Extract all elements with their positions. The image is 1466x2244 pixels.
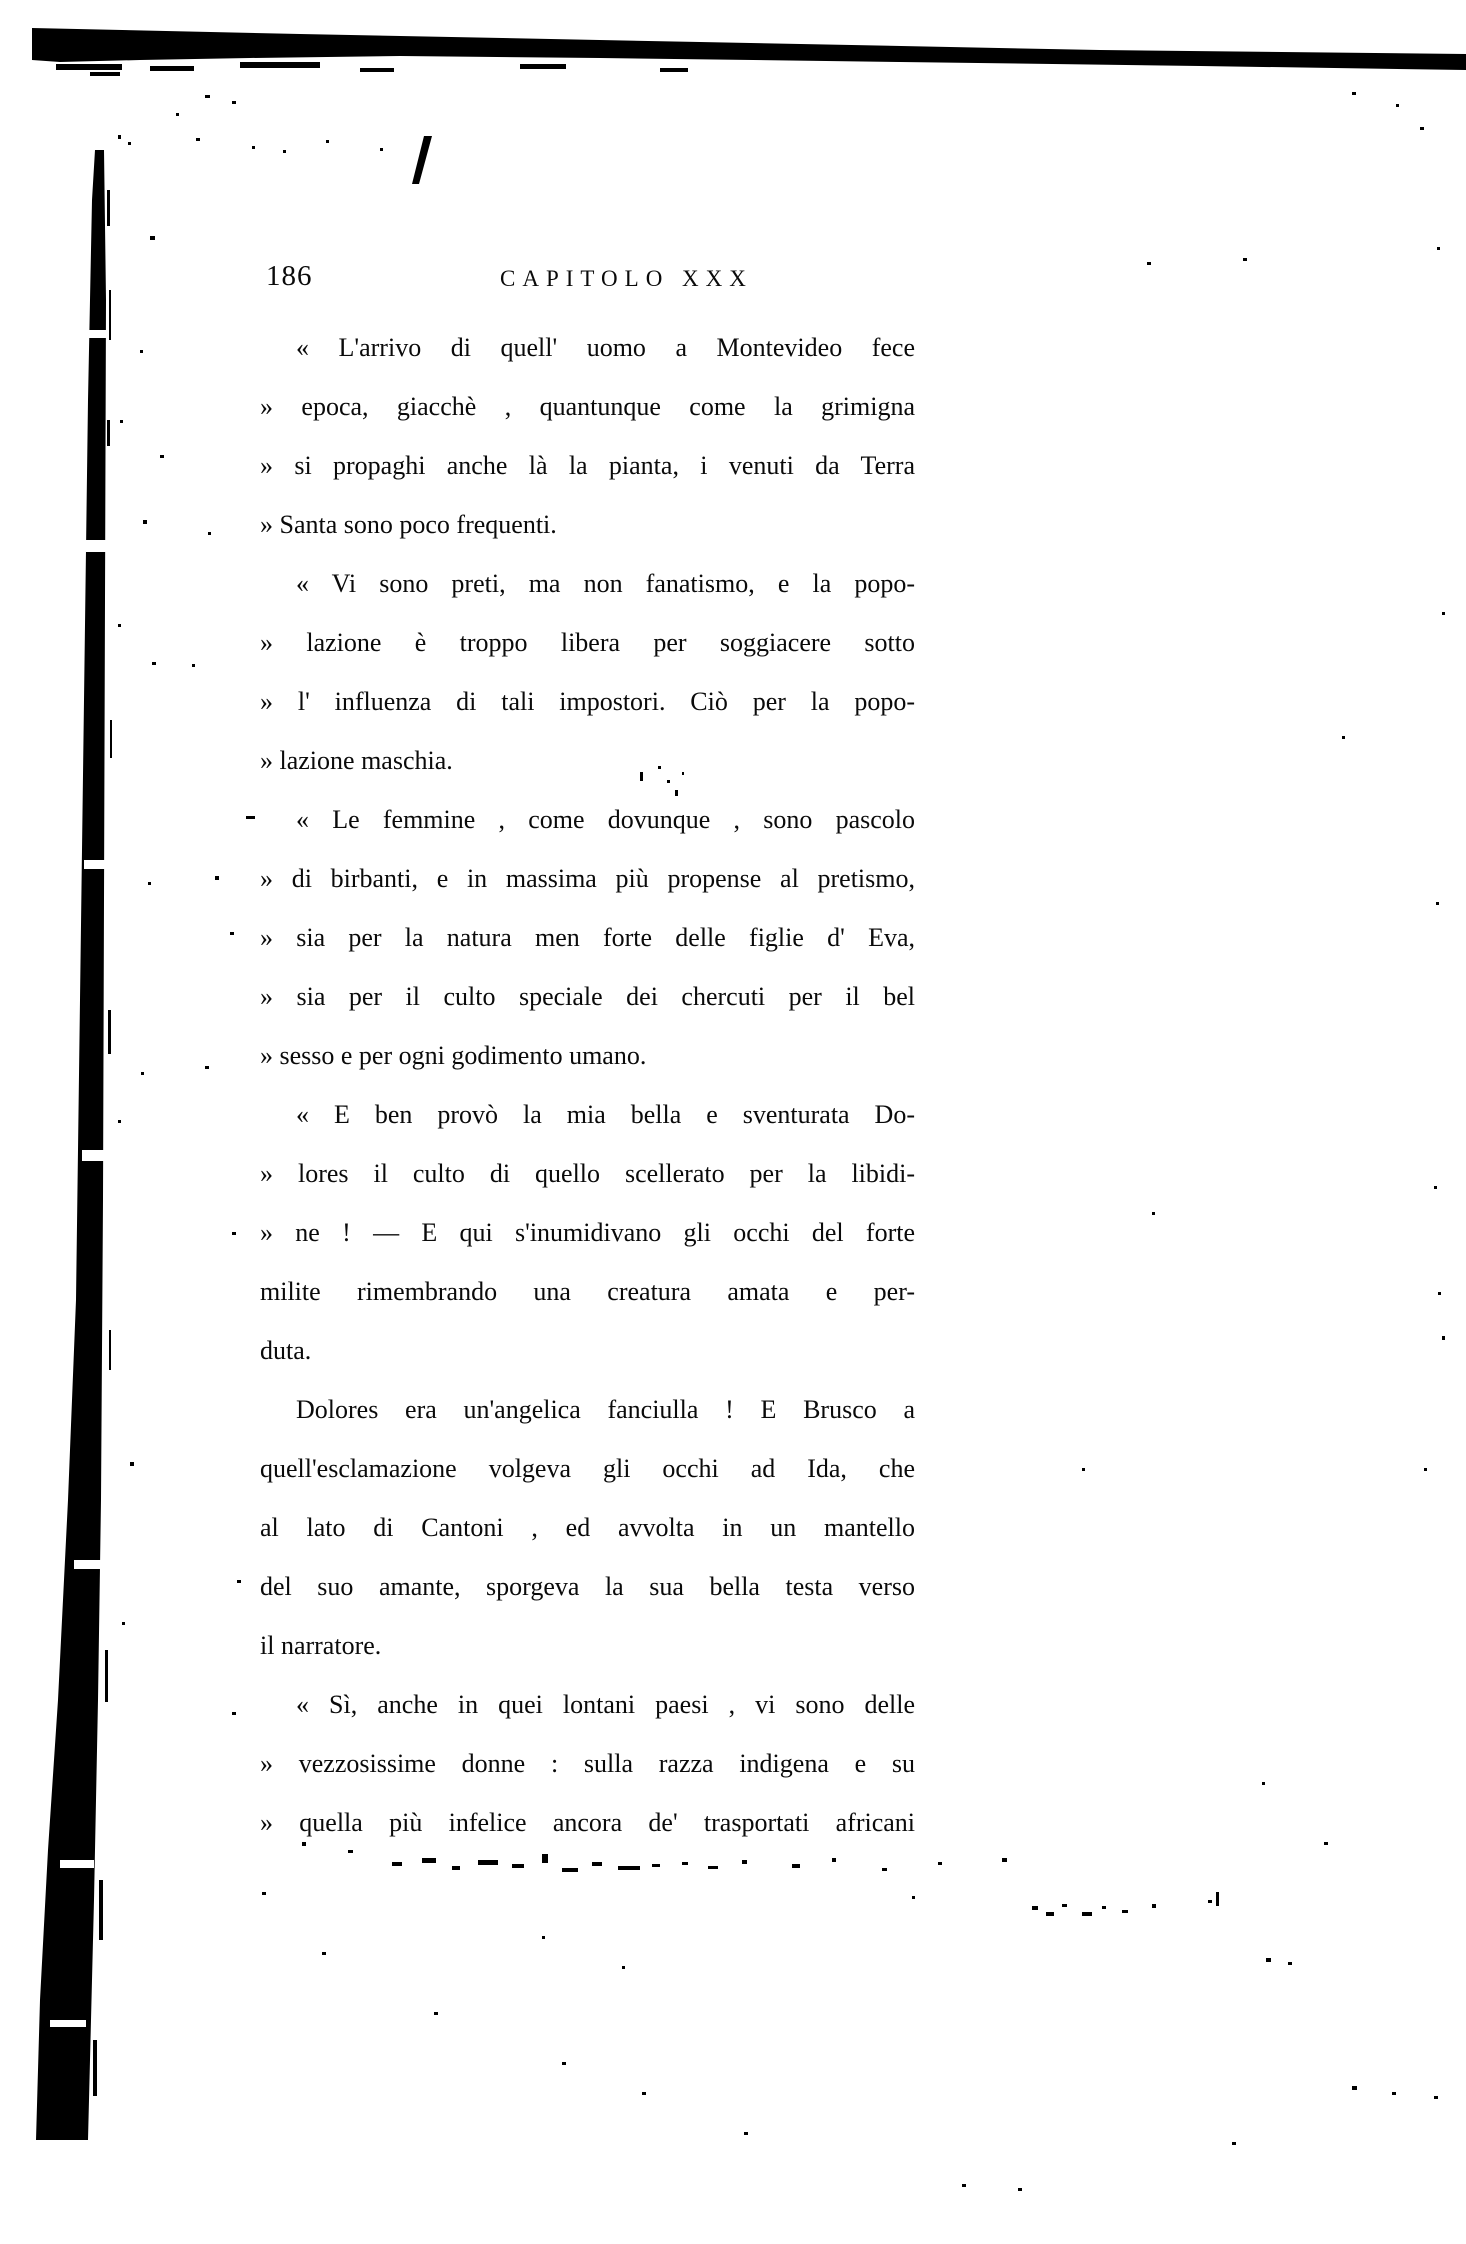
text-line bbox=[260, 1498, 915, 1557]
text-line bbox=[260, 1616, 915, 1675]
line-text: al lato di Cantoni , ed avvolta in un mantello bbox=[260, 1513, 915, 1542]
line-text: lores il culto di quello scellerato per la libidi- bbox=[297, 1159, 915, 1188]
quote-marker: « bbox=[296, 333, 309, 362]
quote-marker: » bbox=[260, 1041, 273, 1070]
quote-marker: » bbox=[260, 864, 273, 893]
line-text: sesso e per ogni godimento umano. bbox=[279, 1041, 647, 1070]
line-text: epoca, giacchè , quantunque come la grimigna bbox=[301, 392, 916, 421]
line-text: Vi sono preti, ma non fanatismo, e la popo- bbox=[331, 569, 916, 598]
text-line bbox=[260, 849, 915, 908]
line-text: Sì, anche in quei lontani paesi , vi sono delle bbox=[329, 1690, 916, 1719]
line-text: lazione maschia. bbox=[279, 746, 453, 775]
text-line bbox=[260, 1262, 915, 1321]
quote-marker: » bbox=[260, 1749, 273, 1778]
text-line bbox=[260, 1557, 915, 1616]
text-line bbox=[260, 1203, 915, 1262]
text-line bbox=[260, 908, 915, 967]
text-line bbox=[260, 1026, 915, 1085]
quote-marker: » bbox=[260, 746, 273, 775]
line-text: di birbanti, e in massima più propense al pretismo, bbox=[291, 864, 915, 893]
stray-mark bbox=[412, 136, 432, 184]
line-text: Santa sono poco frequenti. bbox=[279, 510, 557, 539]
line-text: ne ! — E qui s'inumidivano gli occhi del forte bbox=[295, 1218, 916, 1247]
quote-marker: » bbox=[260, 687, 273, 716]
line-text: Dolores era un'angelica fanciulla ! E Brusco a bbox=[296, 1395, 915, 1424]
text-line bbox=[260, 1144, 915, 1203]
line-text: Le femmine , come dovunque , sono pascolo bbox=[332, 805, 916, 834]
text-line bbox=[260, 495, 915, 554]
page-number: 186 bbox=[266, 260, 313, 292]
quote-marker: « bbox=[296, 805, 309, 834]
quote-marker: » bbox=[260, 982, 273, 1011]
line-text: duta. bbox=[260, 1336, 312, 1365]
line-text: si propaghi anche là la pianta, i venuti da Terra bbox=[294, 451, 916, 480]
text-line bbox=[260, 554, 915, 613]
quote-marker: « bbox=[296, 569, 309, 598]
line-text: L'arrivo di quell' uomo a Montevideo fece bbox=[338, 333, 916, 362]
text-line bbox=[260, 1793, 915, 1852]
line-text: l' influenza di tali impostori. Ciò per la popo- bbox=[297, 687, 915, 716]
text-line bbox=[260, 967, 915, 1026]
text-line bbox=[260, 1380, 915, 1439]
quote-marker: « bbox=[296, 1100, 309, 1129]
quote-marker: » bbox=[260, 1808, 273, 1837]
line-text: lazione è troppo libera per soggiacere sotto bbox=[306, 628, 915, 657]
line-text: sia per la natura men forte delle figlie d' Eva, bbox=[296, 923, 915, 952]
quote-marker: » bbox=[260, 392, 273, 421]
line-text: quell'esclamazione volgeva gli occhi ad Ida, che bbox=[260, 1454, 915, 1483]
binding-strip bbox=[36, 150, 106, 2140]
top-scan-band bbox=[32, 28, 1466, 70]
text-line bbox=[260, 731, 915, 790]
text-line bbox=[260, 1321, 915, 1380]
line-text: milite rimembrando una creatura amata e per- bbox=[260, 1277, 915, 1306]
text-line bbox=[260, 613, 915, 672]
quote-marker: » bbox=[260, 510, 273, 539]
text-line bbox=[260, 436, 915, 495]
quote-marker: » bbox=[260, 1159, 273, 1188]
quote-marker: « bbox=[296, 1690, 309, 1719]
text-line bbox=[260, 1734, 915, 1793]
quote-marker: » bbox=[260, 628, 273, 657]
text-line bbox=[260, 790, 915, 849]
text-line bbox=[260, 1439, 915, 1498]
line-text: il narratore. bbox=[260, 1631, 382, 1660]
text-block bbox=[260, 318, 915, 1852]
line-text: quella più infelice ancora de' trasportati africani bbox=[299, 1808, 916, 1837]
quote-marker: » bbox=[260, 1218, 273, 1247]
line-text: vezzosissime donne : sulla razza indigena e su bbox=[298, 1749, 916, 1778]
quote-marker: » bbox=[260, 923, 273, 952]
text-line bbox=[260, 1675, 915, 1734]
chapter-heading: CAPITOLO XXX bbox=[500, 266, 753, 291]
text-line bbox=[260, 1085, 915, 1144]
line-text: sia per il culto speciale dei chercuti per il bel bbox=[296, 982, 916, 1011]
quote-marker: » bbox=[260, 451, 273, 480]
text-line bbox=[260, 318, 915, 377]
line-text: del suo amante, sporgeva la sua bella testa verso bbox=[260, 1572, 915, 1601]
text-line bbox=[260, 377, 915, 436]
text-line bbox=[260, 672, 915, 731]
line-text: E ben provò la mia bella e sventurata Do- bbox=[333, 1100, 915, 1129]
